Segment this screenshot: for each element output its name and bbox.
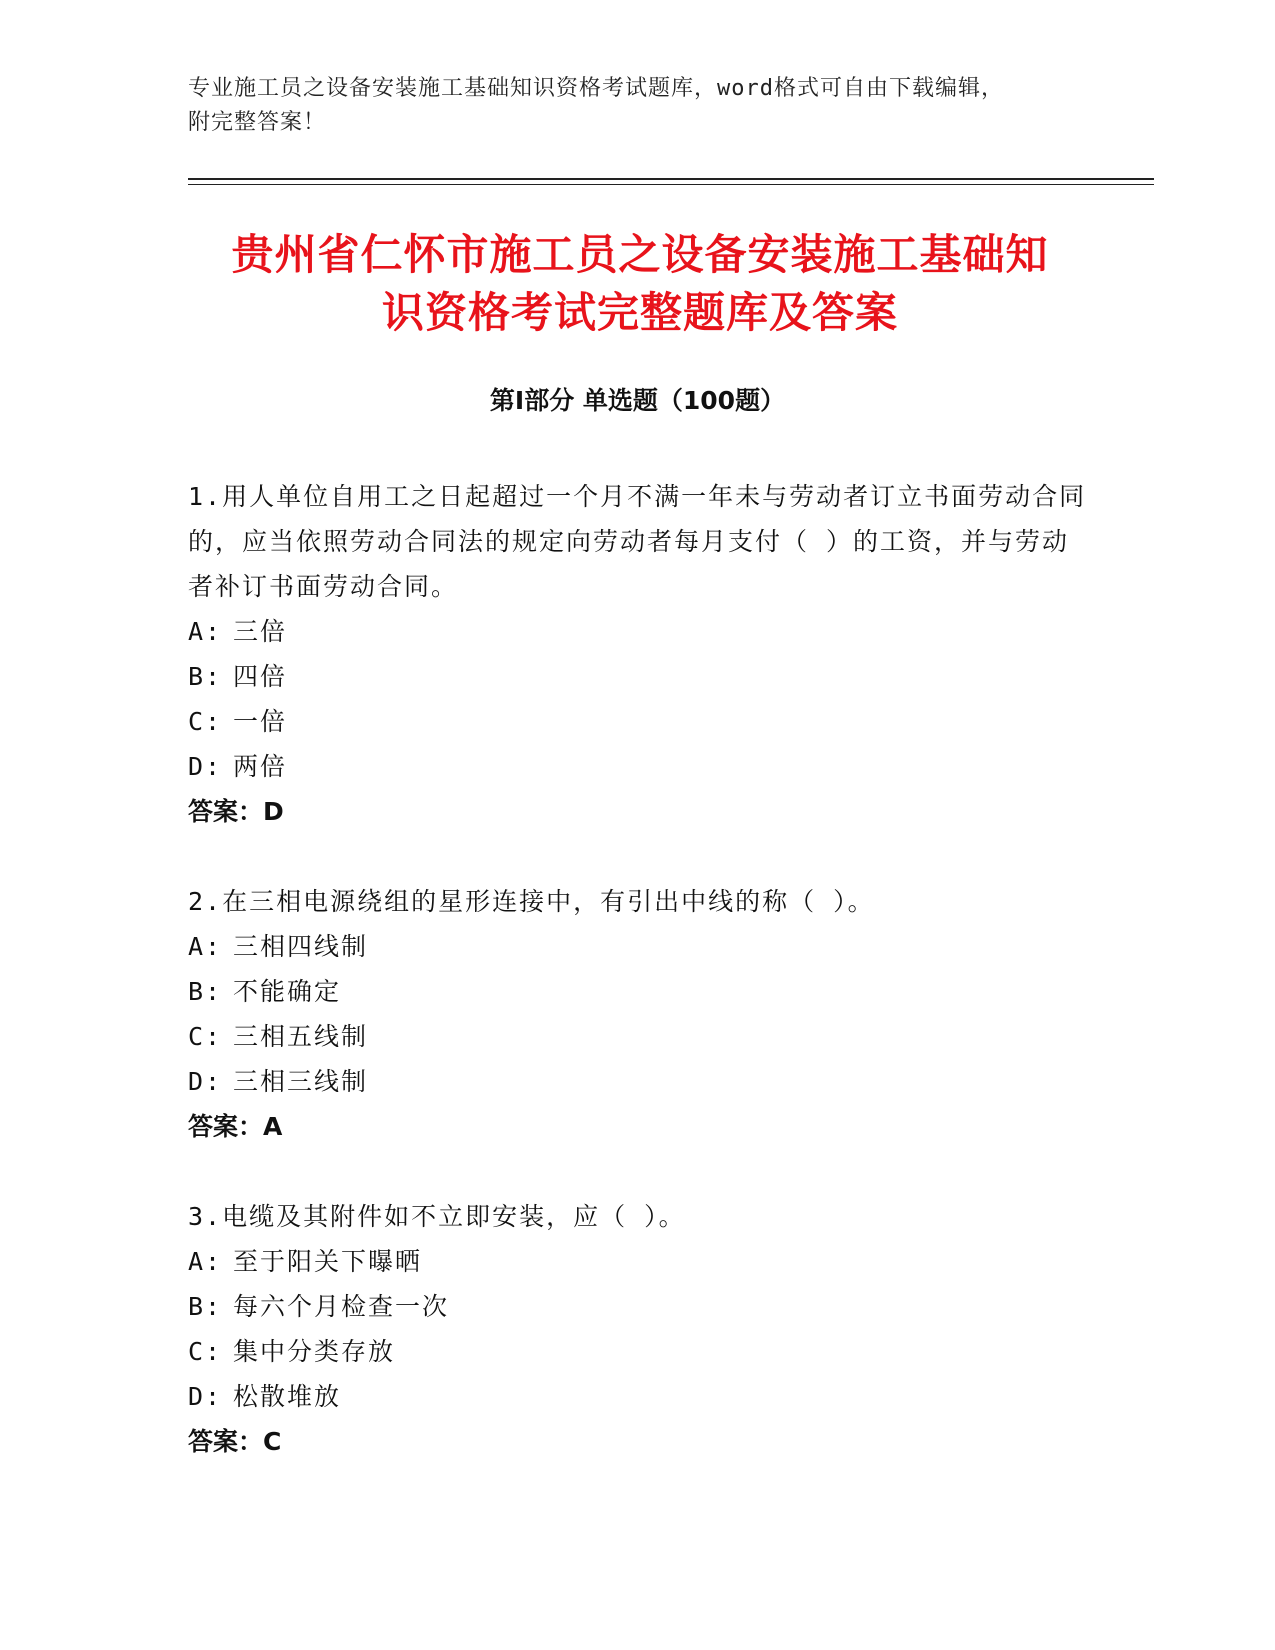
- question-stem: 1.用人单位自用工之日起超过一个月不满一年未与劳动者订立书面劳动合同的，应当依照劳动合同法的规定向劳动者每月支付（ ）的工资，并与劳动者补订书面劳动合同。: [188, 482, 1087, 601]
- option-a: [188, 609, 1088, 654]
- option-c: [188, 1014, 1088, 1059]
- option-a: [188, 1239, 1088, 1284]
- option-text: 至于阳关下曝晒: [233, 1247, 423, 1276]
- option-text: 四倍: [233, 662, 288, 691]
- option-text: 三相三线制: [233, 1067, 369, 1096]
- option-key: A:: [188, 1247, 223, 1276]
- option-b: [188, 969, 1088, 1014]
- option-key: A:: [188, 617, 223, 646]
- option-c: [188, 699, 1088, 744]
- header-divider-thick: [188, 178, 1154, 180]
- option-text: 三相五线制: [233, 1022, 369, 1051]
- option-text: 三倍: [233, 617, 288, 646]
- section-heading: 第Ⅰ部分 单选题（100题）: [489, 386, 786, 415]
- question-stem: 2.在三相电源绕组的星形连接中，有引出中线的称（ ）。: [188, 887, 875, 916]
- option-key: D:: [188, 1382, 223, 1411]
- option-d: [188, 1374, 1088, 1419]
- option-d: [188, 1059, 1088, 1104]
- option-key: B:: [188, 662, 223, 691]
- option-key: B:: [188, 1292, 223, 1321]
- option-text: 松散堆放: [233, 1382, 342, 1411]
- document-title: [180, 226, 1100, 342]
- option-b: [188, 654, 1088, 699]
- option-key: C:: [188, 707, 223, 736]
- document-title-line-2: 识资格考试完整题库及答案: [381, 288, 898, 337]
- option-key: C:: [188, 1022, 223, 1051]
- option-key: D:: [188, 752, 223, 781]
- answer-line: 答案：A: [188, 1112, 283, 1141]
- option-key: B:: [188, 977, 223, 1006]
- option-d: [188, 744, 1088, 789]
- option-text: 每六个月检查一次: [233, 1292, 450, 1321]
- answer-line: 答案：C: [188, 1427, 282, 1456]
- option-text: 两倍: [233, 752, 288, 781]
- option-b: [188, 1284, 1088, 1329]
- question-1: [188, 474, 1088, 834]
- option-a: [188, 924, 1088, 969]
- option-key: D:: [188, 1067, 223, 1096]
- question-list: [188, 474, 1088, 1509]
- option-text: 不能确定: [233, 977, 342, 1006]
- option-key: C:: [188, 1337, 223, 1366]
- header-note-line-2: 附完整答案！: [188, 110, 327, 135]
- option-text: 集中分类存放: [233, 1337, 396, 1366]
- option-key: A:: [188, 932, 223, 961]
- question-3: [188, 1194, 1088, 1464]
- header-divider-thin: [188, 184, 1154, 185]
- option-text: 一倍: [233, 707, 288, 736]
- question-stem: 3.电缆及其附件如不立即安装，应（ ）。: [188, 1202, 686, 1231]
- option-c: [188, 1329, 1088, 1374]
- header-note: [188, 72, 1088, 140]
- answer-line: 答案：D: [188, 797, 284, 826]
- option-text: 三相四线制: [233, 932, 369, 961]
- header-note-line-1: 专业施工员之设备安装施工基础知识资格考试题库，word格式可自由下载编辑，: [188, 76, 1004, 101]
- question-2: [188, 879, 1088, 1149]
- document-title-line-1: 贵州省仁怀市施工员之设备安装施工基础知: [231, 230, 1049, 279]
